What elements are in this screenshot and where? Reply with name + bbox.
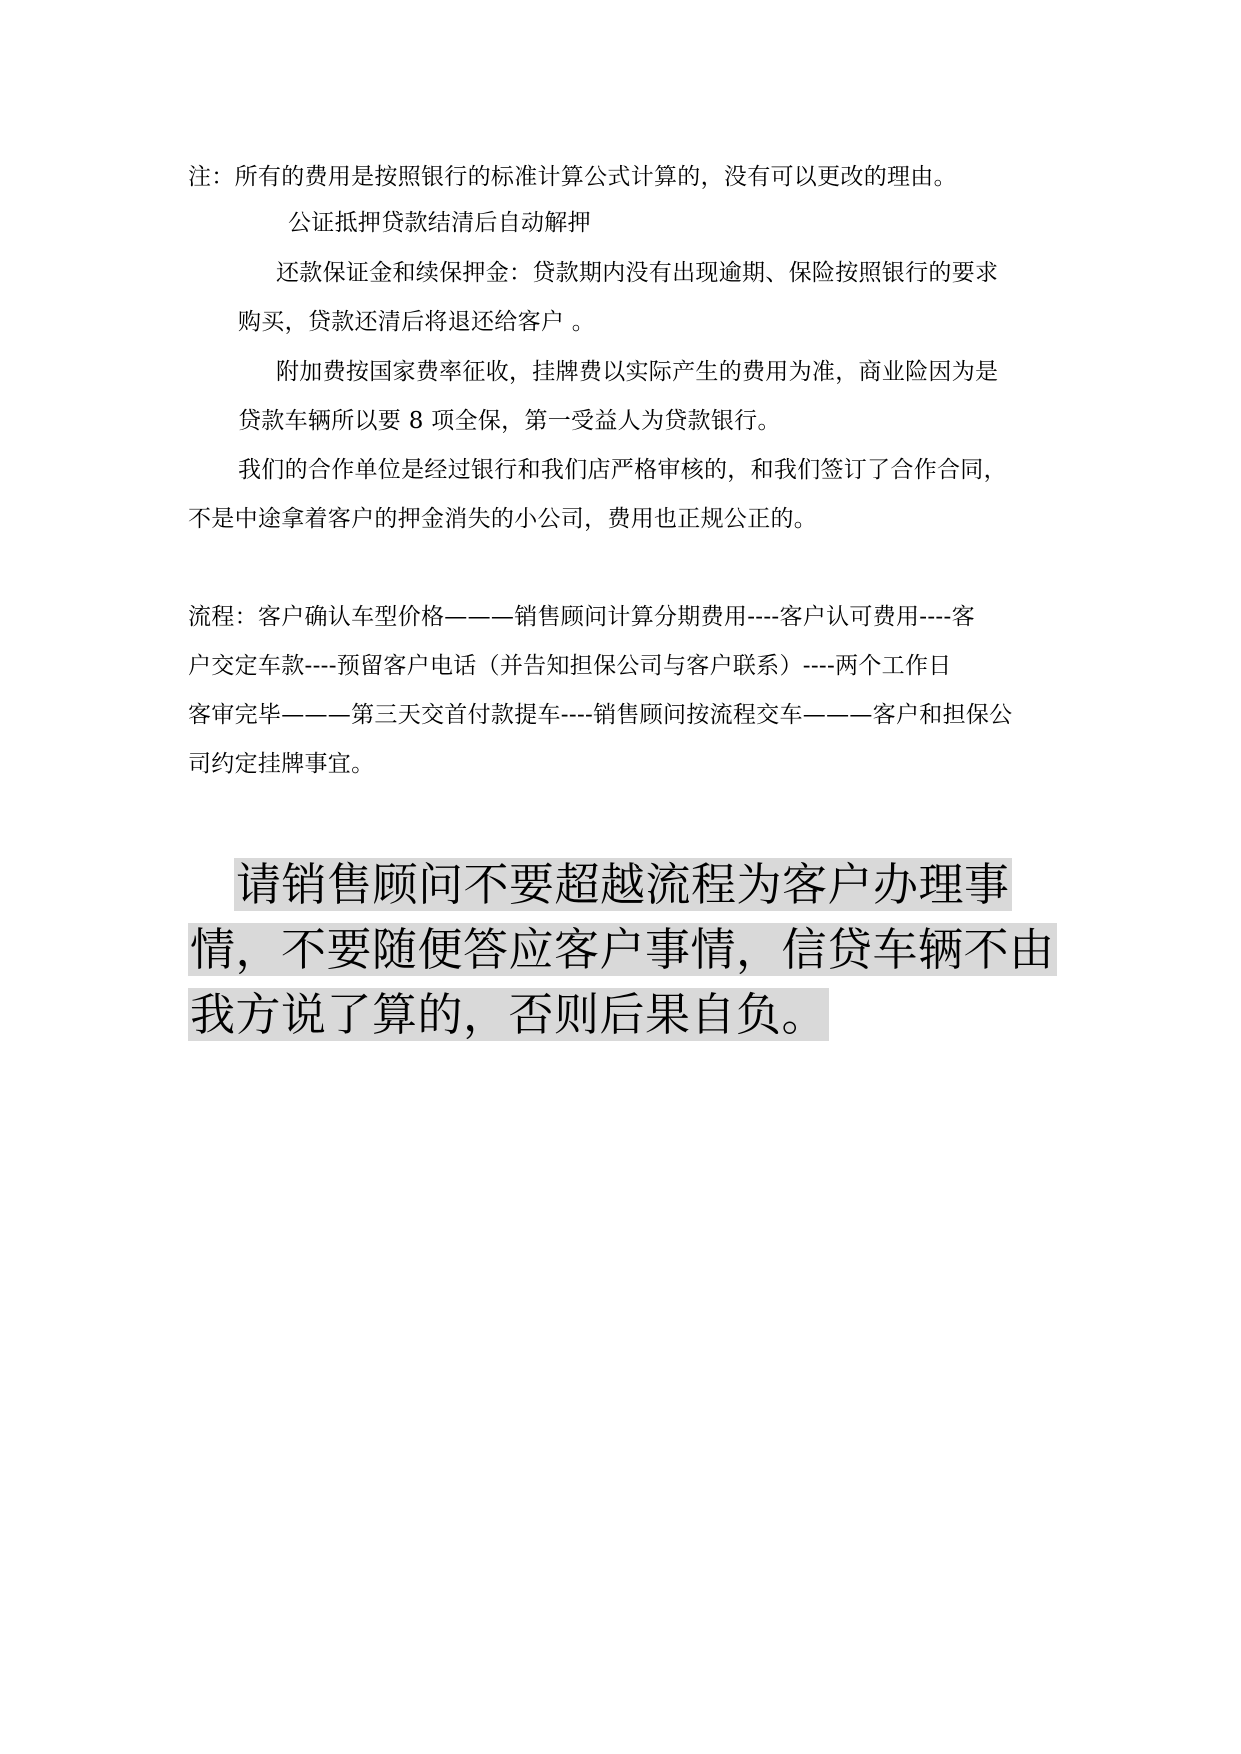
process-line-4: 司约定挂牌事宜。 [188,751,375,777]
warning-highlight-2: 情，不要随便答应客户事情，信贷车辆不由 [190,923,1055,976]
fee-line-2: 贷款车辆所以要 8 项全保，第一受益人为贷款银行。 [238,408,781,434]
deposit-line-1: 还款保证金和续保押金：贷款期内没有出现逾期、保险按照银行的要求 [276,260,999,286]
warning-highlight-3: 我方说了算的，否则后果自负。 [190,988,828,1041]
deposit-line-2: 购买，贷款还清后将退还给客户 。 [238,309,596,335]
mortgage-release-line: 公证抵押贷款结清后自动解押 [288,210,591,236]
partner-line-2: 不是中途拿着客户的押金消失的小公司，费用也正规公正的。 [188,506,818,532]
process-line-1: 流程：客户确认车型价格———销售顾问计算分期费用----客户认可费用----客 [188,604,975,630]
warning-line-3 [188,985,829,1045]
note-line: 注：所有的费用是按照银行的标准计算公式计算的，没有可以更改的理由。 [188,164,957,190]
process-line-3: 客审完毕———第三天交首付款提车----销售顾问按流程交车———客户和担保公 [188,702,1013,728]
warning-line-1 [234,855,1012,915]
warning-line-2 [188,920,1057,980]
fee-line-1: 附加费按国家费率征收，挂牌费以实际产生的费用为准，商业险因为是 [276,359,999,385]
partner-line-1: 我们的合作单位是经过银行和我们店严格审核的，和我们签订了合作合同， [238,457,1007,483]
process-line-2: 户交定车款----预留客户电话（并告知担保公司与客户联系）----两个工作日 [188,653,952,679]
warning-highlight-1: 请销售顾问不要超越流程为客户办理事 [236,858,1010,911]
